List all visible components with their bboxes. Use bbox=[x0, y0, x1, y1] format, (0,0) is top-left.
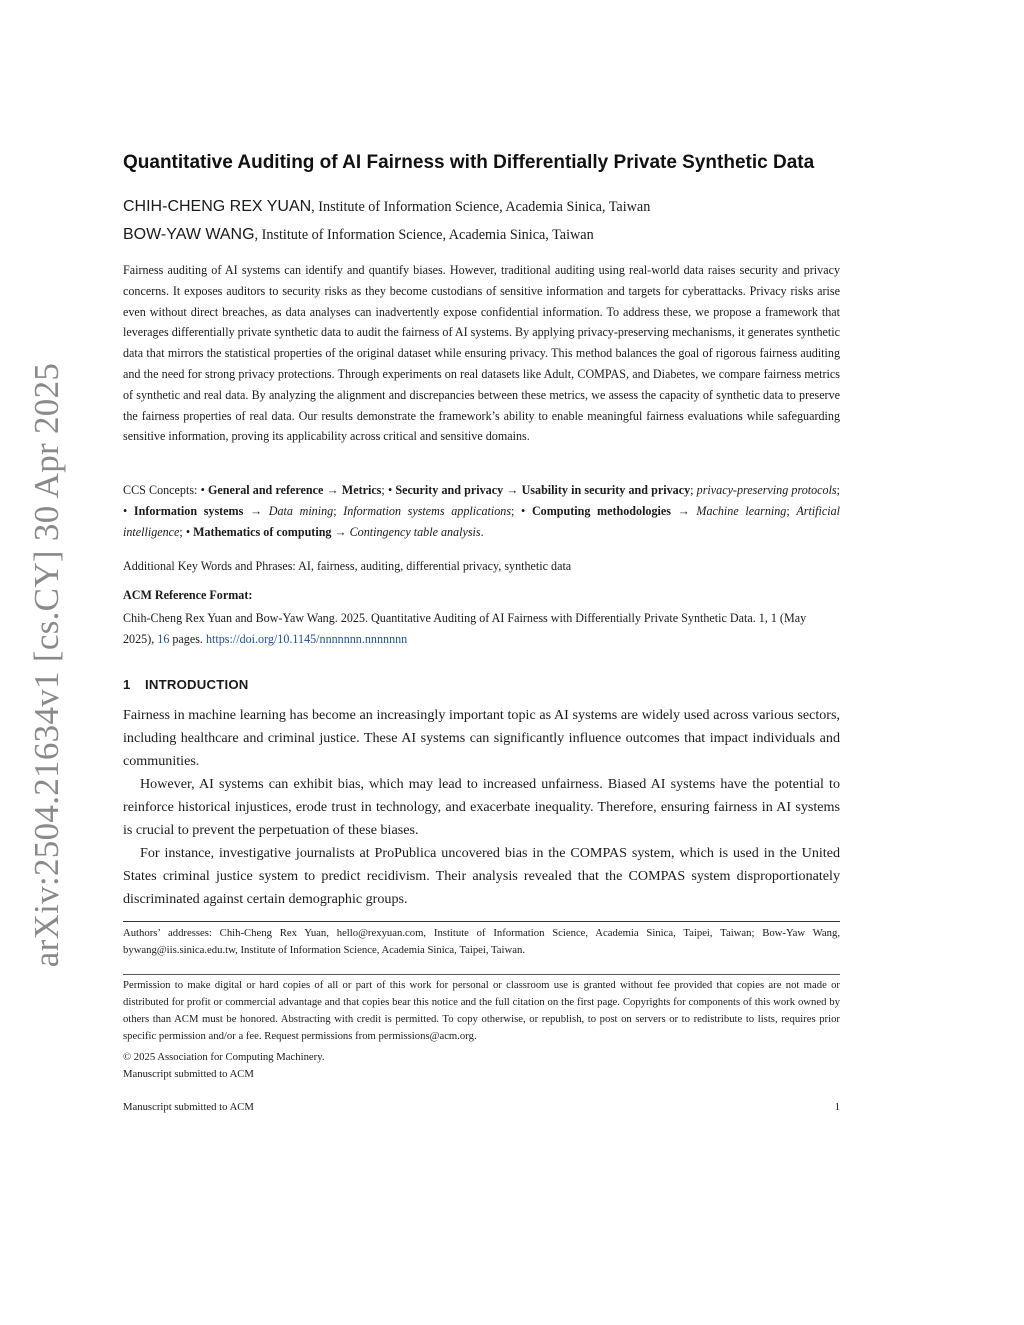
ccs-term: Information systems bbox=[133, 504, 244, 518]
ccs-term: Computing methodologies bbox=[531, 504, 671, 518]
author-affiliation: , Institute of Information Science, Academia Sinica, Taiwan bbox=[254, 227, 594, 243]
ccs-term: Metrics bbox=[341, 483, 382, 497]
ccs-label: CCS Concepts: bbox=[123, 483, 201, 497]
author-2 bbox=[123, 226, 594, 244]
abstract-text: Fairness auditing of AI systems can identify and quantify biases. However, traditional auditing using real-world data raises security and privacy concerns. It exposes auditors to security risks as they become custodians of sensitive information and targets for cyberattacks. Privacy risks arise even without direct breaches, as data analyses can inadvertently expose confidential information. To address these, we propose a framework that leverages differentially private synthetic data to audit the fairness of AI systems. By applying privacy-preserving mechanisms, it generates synthetic data that mirrors the statistical properties of the original dataset while ensuring privacy. This method balances the goal of rigorous fairness auditing and the need for strong privacy protections. Through experiments on real datasets like Adult, COMPAS, and Diabetes, we compare fairness metrics of synthetic and real data. By analyzing the alignment and discrepancies between these metrics, we assess the capacity of synthetic data to preserve the fairness properties of real data. Our results demonstrate the framework’s ability to enable meaningful fairness evaluations while safeguarding sensitive information, proving its applicability across critical and sensitive domains. bbox=[123, 263, 840, 444]
acm-reference: Chih-Cheng Rex Yuan and Bow-Yaw Wang. 2025. Quantitative Auditing of AI Fairness with Differentially Private Synthetic Data. 1, 1 (May 2025), 16 pages. https://doi.org/10.1145/nnnnnnn.nnnnnnn bbox=[123, 611, 807, 646]
abstract bbox=[123, 260, 840, 447]
ccs-term: Contingency table analysis bbox=[349, 525, 481, 539]
authors-address: Authors’ addresses: Chih-Cheng Rex Yuan, hello@rexyuan.com, Institute of Information Science, Academia Sinica, Taipei, Taiwan; Bow-Yaw Wang, bywang@iis.sinica.edu.tw, Institute of Information Science, Academia Sinica, Taipei, Taiwan. bbox=[123, 927, 840, 956]
introduction-body bbox=[123, 704, 840, 911]
permission-divider bbox=[123, 974, 840, 975]
ccs-concepts: CCS Concepts: • General and reference → Metrics; • Security and privacy → Usability in security and privacy; privacy-preserving protocols; • Information systems → Data mining; Information systems applications; • Computing methodologies → Machine learning; Artificial intelligence; • Mathematics of computing → Contingency table analysis. bbox=[123, 483, 841, 539]
ccs-term: Artificial intelligence bbox=[123, 504, 841, 539]
arxiv-stamp-text: arXiv:2504.21634v1 [cs.CY] 30 Apr 2025 bbox=[27, 362, 66, 968]
section-title: INTRODUCTION bbox=[145, 677, 249, 692]
author-affiliation: , Institute of Information Science, Academia Sinica, Taiwan bbox=[311, 199, 651, 215]
ccs-term: Security and privacy bbox=[395, 483, 504, 497]
ccs-term: privacy-preserving protocols bbox=[696, 483, 837, 497]
paragraph: For instance, investigative journalists at ProPublica uncovered bias in the COMPAS system, which is used in the United States criminal justice system to predict recidivism. Their analysis revealed that the COMPAS system disproportionately discriminated against certain demographic groups. bbox=[123, 845, 840, 907]
ccs-term: Machine learning bbox=[696, 504, 787, 518]
author-name: BOW-YAW WANG bbox=[123, 226, 255, 243]
manuscript-note: Manuscript submitted to ACM bbox=[123, 1068, 254, 1080]
ccs-term: Mathematics of computing bbox=[193, 525, 332, 539]
permission-notice: Permission to make digital or hard copies of all or part of this work for personal or classroom use is granted without fee provided that copies are not made or distributed for profit or commercial advantage and that copies bear this notice and the full citation on the first page. Copyrights for components of this work owned by others than ACM must be honored. Abstracting with credit is permitted. To copy otherwise, or republish, to post on servers or to redistribute to lists, requires prior specific permission and/or a fee. Request permissions from permissions@acm.org. © 2025 Association for Computing Machinery. Manuscript submitted to ACM bbox=[123, 977, 840, 1083]
section-number: 1 bbox=[123, 677, 131, 692]
author-name: CHIH-CHENG REX YUAN bbox=[123, 198, 312, 215]
page-number: 1 bbox=[834, 1101, 840, 1113]
ccs-term: Usability in security and privacy bbox=[521, 483, 691, 497]
paper-title: Quantitative Auditing of AI Fairness with Differentially Private Synthetic Data bbox=[123, 152, 815, 173]
acm-reference-label: ACM Reference Format: bbox=[123, 588, 253, 602]
paragraph: However, AI systems can exhibit bias, which may lead to increased unfairness. Biased AI systems have the potential to reinforce historical injustices, erode trust in technology, and exacerbate inequality. Therefore, ensuring fairness in AI systems is crucial to prevent the perpetuation of these biases. bbox=[123, 776, 840, 838]
doi-link[interactable]: https://doi.org/10.1145/nnnnnnn.nnnnnnn bbox=[205, 632, 408, 646]
author-1 bbox=[123, 198, 650, 216]
footer-left: Manuscript submitted to ACM bbox=[123, 1101, 254, 1113]
ccs-term: General and reference bbox=[207, 483, 324, 497]
acm-reference-text: Chih-Cheng Rex Yuan and Bow-Yaw Wang. 2025. Quantitative Auditing of AI Fairness with Differentially Private Synthetic Data. 1, 1 (May 2025), bbox=[123, 611, 807, 646]
arxiv-stamp bbox=[16, 362, 78, 968]
section-heading bbox=[123, 677, 249, 692]
footnote-divider bbox=[123, 921, 840, 922]
keywords: Additional Key Words and Phrases: AI, fairness, auditing, differential privacy, synthetic data bbox=[123, 559, 572, 573]
page-count-link[interactable]: 16 bbox=[157, 632, 170, 646]
ccs-term: Information systems applications bbox=[343, 504, 512, 518]
copyright: © 2025 Association for Computing Machinery. bbox=[123, 1051, 325, 1063]
ccs-term: Data mining bbox=[268, 504, 334, 518]
paragraph: Fairness in machine learning has become an increasingly important topic as AI systems are widely used across various sectors, including healthcare and criminal justice. These AI systems can significantly influence outcomes that impact individuals and communities. bbox=[123, 707, 840, 769]
